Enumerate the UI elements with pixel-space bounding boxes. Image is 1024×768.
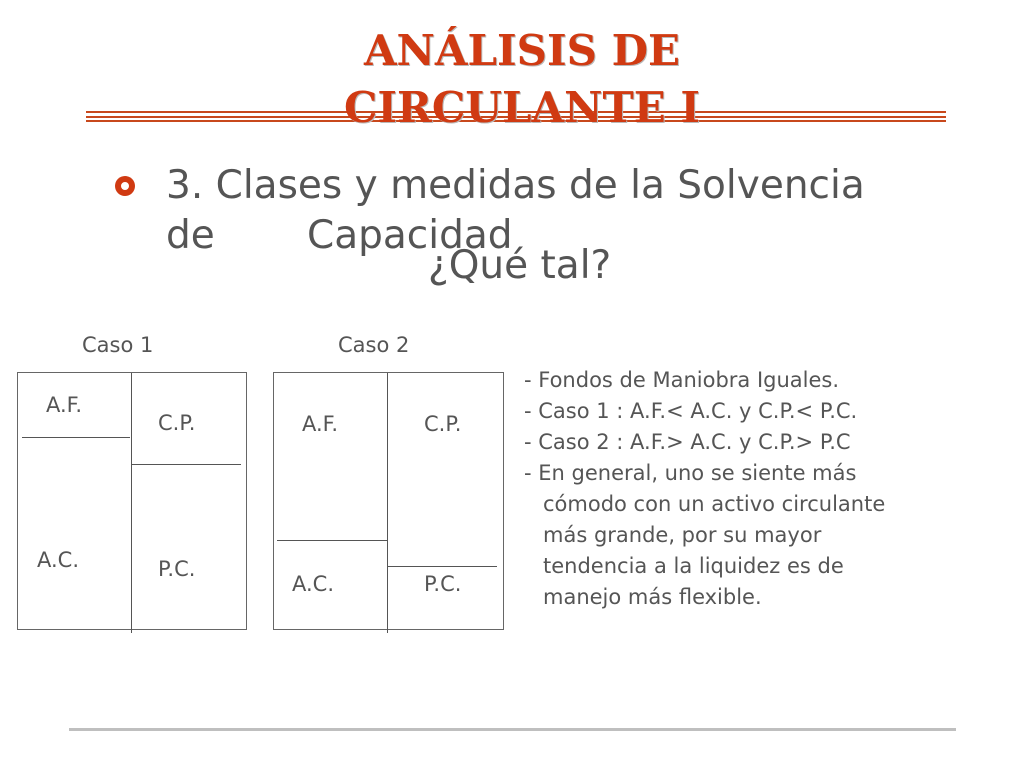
case-2-label: Caso 2 [338,333,410,357]
note-line: - Caso 2 : A.F.> A.C. y C.P.> P.C [524,430,851,454]
case-1-cp-label: C.P. [158,411,196,435]
diagram-divider [132,464,241,465]
footer-rule [69,728,956,731]
slide-title-line-2: CIRCULANTE I [343,83,701,132]
note-line: - Caso 1 : A.F.< A.C. y C.P.< P.C. [524,399,858,423]
case-2-diagram [273,372,504,630]
diagram-divider [388,566,497,567]
case-1-af-label: A.F. [46,393,83,417]
circle-bullet-icon [115,176,135,196]
case-1-pc-label: P.C. [158,557,196,581]
diagram-divider [131,373,132,633]
section-heading-line-1: 3. Clases y medidas de la Solvencia [166,163,865,208]
section-heading-line-2-prefix: de [166,213,215,258]
note-line: más grande, por su mayor [543,523,822,547]
diagram-divider [22,437,130,438]
notes-block [524,365,976,613]
note-line: manejo más flexible. [543,585,762,609]
case-1-ac-label: A.C. [37,548,80,572]
note-line: cómodo con un activo circulante [543,492,886,516]
case-1-label: Caso 1 [82,333,154,357]
note-line: tendencia a la liquidez es de [543,554,844,578]
case-2-ac-label: A.C. [292,572,335,596]
case-2-af-label: A.F. [302,412,339,436]
diagram-divider [387,373,388,633]
case-2-cp-label: C.P. [424,412,462,436]
slide-title-line-1: ANÁLISIS DE [363,26,681,75]
case-2-pc-label: P.C. [424,572,462,596]
note-line: - Fondos de Maniobra Iguales. [524,368,840,392]
section-heading-line-3: ¿Qué tal? [428,243,612,288]
diagram-divider [277,540,387,541]
case-1-diagram [17,372,247,630]
section-heading-line-2-word: Capacidad [307,213,513,258]
note-line: - En general, uno se siente más [524,461,857,485]
